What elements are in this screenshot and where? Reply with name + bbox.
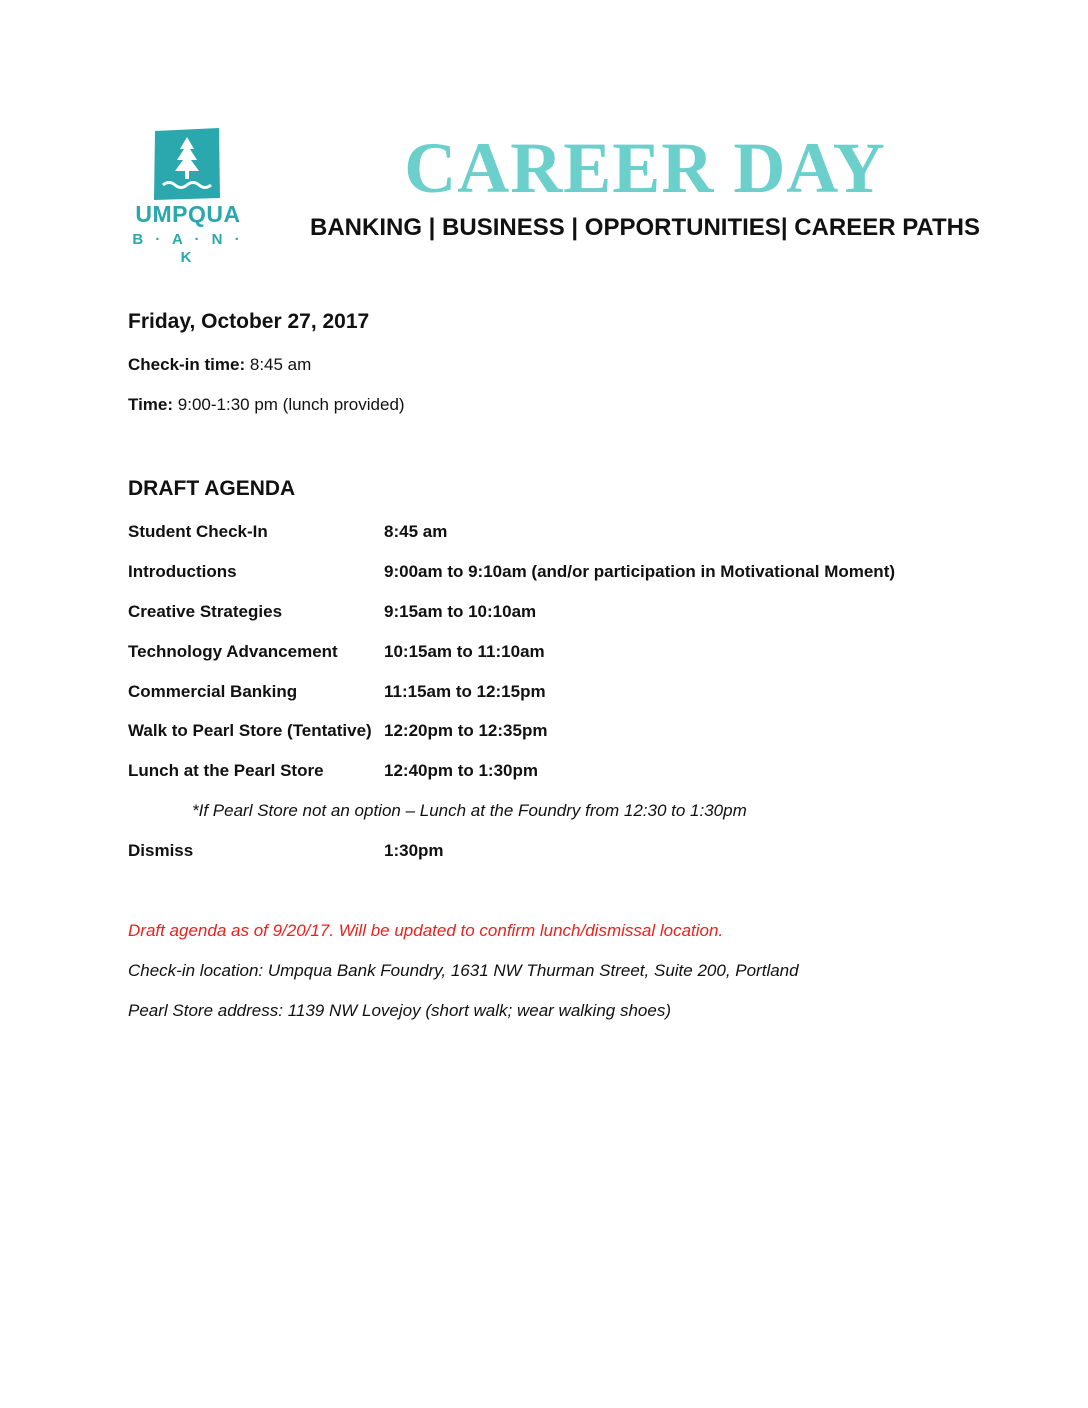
agenda-time: 12:20pm to 12:35pm: [384, 721, 548, 740]
umpqua-bank-logo: [127, 127, 249, 266]
time-line: [128, 394, 405, 416]
agenda-item: Dismiss: [128, 841, 194, 860]
pearl-store-address: Pearl Store address: 1139 NW Lovejoy (short walk; wear walking shoes): [128, 1001, 671, 1020]
checkin-location: Check-in location: Umpqua Bank Foundry, 1631 NW Thurman Street, Suite 200, Portland: [128, 961, 799, 980]
agenda-time: 10:15am to 11:10am: [384, 642, 545, 661]
agenda-heading: DRAFT AGENDA: [128, 477, 296, 500]
agenda-row: [128, 680, 1008, 704]
agenda-item: Commercial Banking: [128, 682, 298, 701]
time-value: 9:00-1:30 pm (lunch provided): [173, 395, 405, 414]
agenda-row: [128, 560, 1008, 584]
event-date: Friday, October 27, 2017: [128, 310, 370, 333]
agenda-item: Technology Advancement: [128, 642, 338, 661]
agenda-time: 8:45 am: [384, 522, 448, 541]
agenda-item: Creative Strategies: [128, 602, 283, 621]
tree-logo-icon: [153, 127, 221, 201]
agenda-row: [128, 719, 1008, 743]
agenda-row: [128, 640, 1008, 664]
agenda-item: Student Check-In: [128, 522, 268, 541]
agenda-time: 1:30pm: [384, 841, 444, 860]
agenda-time: 9:15am to 10:10am: [384, 602, 537, 621]
logo-wordmark: UMPQUA: [135, 201, 241, 227]
page-subtitle: BANKING | BUSINESS | OPPORTUNITIES| CAREER PATHS: [310, 214, 980, 241]
checkin-time-label: Check-in time:: [128, 355, 246, 374]
agenda-row-dismiss: [128, 839, 1008, 863]
logo-subtext: B · A · N · K: [132, 231, 244, 266]
lunch-alternative-note: *If Pearl Store not an option – Lunch at the Foundry from 12:30 to 1:30pm: [192, 801, 747, 820]
agenda-time: 11:15am to 12:15pm: [384, 682, 546, 701]
draft-agenda-note: Draft agenda as of 9/20/17. Will be updated to confirm lunch/dismissal location.: [128, 921, 724, 940]
checkin-time-line: [128, 354, 311, 376]
agenda-row: [128, 520, 1008, 544]
agenda-item: Lunch at the Pearl Store: [128, 761, 324, 780]
agenda-item: Introductions: [128, 562, 237, 581]
agenda-row: [128, 600, 1008, 624]
checkin-time-value: 8:45 am: [245, 355, 312, 374]
time-label: Time:: [128, 395, 174, 414]
agenda-item: Walk to Pearl Store (Tentative): [128, 721, 372, 740]
page-title: CAREER DAY: [404, 128, 886, 208]
agenda-time: 9:00am to 9:10am (and/or participation in Motivational Moment): [384, 562, 896, 581]
agenda-time: 12:40pm to 1:30pm: [384, 761, 538, 780]
agenda-row: [128, 759, 1008, 783]
